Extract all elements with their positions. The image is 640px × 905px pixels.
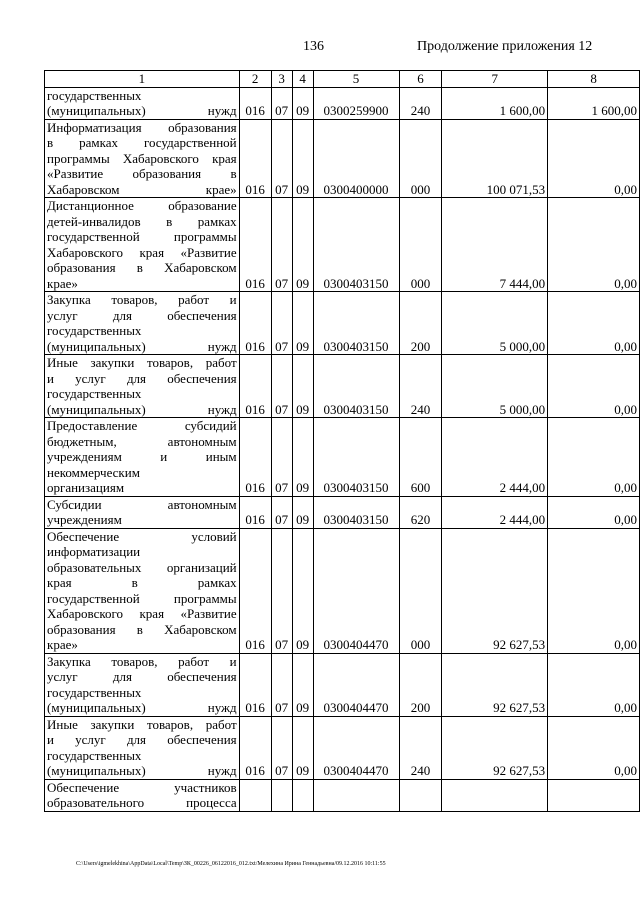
expense-type-cell: 000 (399, 119, 442, 198)
amount-cell: 5 000,00 (442, 355, 548, 418)
item-name-cell (45, 496, 240, 528)
item-name-cell (45, 716, 240, 779)
item-name-line: и услуг для обеспечения (47, 732, 237, 747)
amount-cell (548, 779, 640, 811)
table-row (45, 355, 640, 418)
target-article-cell (313, 779, 399, 811)
column-header: 3 (271, 71, 292, 88)
item-name-cell (45, 292, 240, 355)
item-name-line: (муниципальных) нужд (47, 401, 237, 417)
table-row (45, 496, 640, 528)
table-row (45, 87, 640, 119)
item-name-line: Закупка товаров, работ и (47, 292, 237, 307)
table-row (45, 418, 640, 497)
amount-cell: 0,00 (548, 355, 640, 418)
target-article-cell: 0300403150 (313, 496, 399, 528)
item-name-line: (муниципальных) нужд (47, 700, 237, 715)
target-article-cell: 0300404470 (313, 653, 399, 716)
item-name-line: Информатизация образования (47, 119, 237, 135)
item-name-line: крае» (47, 275, 78, 291)
item-name-line: Субсидии автономным (47, 496, 237, 512)
amount-cell: 0,00 (548, 496, 640, 528)
table-row (45, 716, 640, 779)
subsection-code-cell: 09 (292, 528, 313, 653)
column-header: 8 (548, 71, 640, 88)
table-row (45, 119, 640, 198)
item-name-cell (45, 528, 240, 653)
subsection-code-cell: 09 (292, 292, 313, 355)
item-name-line: (муниципальных) нужд (47, 763, 237, 778)
item-name-line: программы Хабаровского края (47, 150, 237, 166)
item-name-line: Хабаровском крае» (47, 181, 237, 197)
section-code-cell: 07 (271, 355, 292, 418)
expense-type-cell: 200 (399, 292, 442, 355)
subsection-code-cell: 09 (292, 87, 313, 119)
amount-cell: 1 600,00 (548, 87, 640, 119)
amount-cell: 2 444,00 (442, 418, 548, 497)
expense-type-cell: 240 (399, 716, 442, 779)
item-name-line: образовательных организаций (47, 559, 237, 575)
item-name-line: услуг для обеспечения (47, 669, 237, 684)
gr-code-cell: 016 (239, 119, 271, 198)
column-header: 4 (292, 71, 313, 88)
gr-code-cell: 016 (239, 198, 271, 292)
subsection-code-cell (292, 779, 313, 811)
amount-cell: 100 071,53 (442, 119, 548, 198)
expense-type-cell: 000 (399, 198, 442, 292)
subsection-code-cell: 09 (292, 653, 313, 716)
item-name-line: в рамках государственной (47, 135, 237, 150)
amount-cell: 0,00 (548, 528, 640, 653)
item-name-line: края в рамках (47, 575, 237, 590)
gr-code-cell (239, 779, 271, 811)
item-name-line: Иные закупки товаров, работ (47, 716, 237, 732)
item-name-line: (муниципальных) нужд (47, 338, 237, 354)
table-row (45, 528, 640, 653)
subsection-code-cell: 09 (292, 716, 313, 779)
amount-cell: 92 627,53 (442, 528, 548, 653)
target-article-cell: 0300400000 (313, 119, 399, 198)
item-name-line: Предоставление субсидий (47, 418, 237, 433)
item-name-line: государственной программы (47, 590, 237, 606)
expense-type-cell: 600 (399, 418, 442, 497)
expense-type-cell: 240 (399, 355, 442, 418)
item-name-line: Обеспечение условий (47, 528, 237, 544)
item-name-line: образовательного процесса (47, 795, 237, 810)
amount-cell: 7 444,00 (442, 198, 548, 292)
gr-code-cell: 016 (239, 496, 271, 528)
item-name-line: Дистанционное образование (47, 198, 237, 213)
expense-type-cell: 200 (399, 653, 442, 716)
subsection-code-cell: 09 (292, 198, 313, 292)
item-name-line: (муниципальных) нужд (47, 103, 237, 118)
item-name-line: государственных (47, 323, 142, 338)
amount-cell: 92 627,53 (442, 653, 548, 716)
item-name-line: образования в Хабаровском (47, 260, 237, 275)
item-name-cell (45, 198, 240, 292)
expense-type-cell: 240 (399, 87, 442, 119)
item-name-cell (45, 119, 240, 198)
item-name-line: государственной программы (47, 229, 237, 244)
item-name-line: государственных (47, 747, 142, 763)
item-name-line: бюджетным, автономным (47, 433, 237, 449)
gr-code-cell: 016 (239, 355, 271, 418)
footer-file-path: C:\Users\igmelekhina\AppData\Local\Temp\ЗК_00226_06122016_012.txt/Мелехина Ирина Геннадьевна/09.12.2016 10:11:55 (76, 861, 386, 867)
item-name-line: Обеспечение участников (47, 779, 237, 795)
item-name-line: детей-инвалидов в рамках (47, 213, 237, 229)
amount-cell: 0,00 (548, 198, 640, 292)
item-name-cell (45, 87, 240, 119)
item-name-line: государственных (47, 87, 142, 103)
gr-code-cell: 016 (239, 653, 271, 716)
table-row (45, 653, 640, 716)
subsection-code-cell: 09 (292, 496, 313, 528)
amount-cell: 0,00 (548, 716, 640, 779)
section-code-cell (271, 779, 292, 811)
column-header: 5 (313, 71, 399, 88)
item-name-line: и услуг для обеспечения (47, 370, 237, 386)
section-code-cell: 07 (271, 119, 292, 198)
section-code-cell: 07 (271, 496, 292, 528)
target-article-cell: 0300403150 (313, 418, 399, 497)
table-row (45, 779, 640, 811)
gr-code-cell: 016 (239, 528, 271, 653)
appendix-continuation-label: Продолжение приложения 12 (417, 39, 593, 54)
item-name-cell (45, 653, 240, 716)
subsection-code-cell: 09 (292, 355, 313, 418)
amount-cell: 2 444,00 (442, 496, 548, 528)
amount-cell: 1 600,00 (442, 87, 548, 119)
item-name-line: учреждениям и иным (47, 449, 237, 464)
item-name-line: информатизации (47, 544, 141, 559)
item-name-line: Закупка товаров, работ и (47, 653, 237, 669)
target-article-cell: 0300259900 (313, 87, 399, 119)
item-name-line: организациям (47, 480, 125, 495)
target-article-cell: 0300403150 (313, 292, 399, 355)
budget-table (44, 70, 640, 812)
amount-cell: 0,00 (548, 418, 640, 497)
item-name-cell (45, 355, 240, 418)
section-code-cell: 07 (271, 198, 292, 292)
item-name-cell (45, 418, 240, 497)
section-code-cell: 07 (271, 87, 292, 119)
item-name-line: Хабаровского края «Развитие (47, 606, 237, 621)
item-name-line: Хабаровского края «Развитие (47, 244, 237, 260)
gr-code-cell: 016 (239, 292, 271, 355)
column-header: 2 (239, 71, 271, 88)
column-header: 6 (399, 71, 442, 88)
table-header-row (45, 71, 640, 88)
gr-code-cell: 016 (239, 418, 271, 497)
section-code-cell: 07 (271, 528, 292, 653)
target-article-cell: 0300403150 (313, 198, 399, 292)
item-name-line: крае» (47, 637, 78, 652)
subsection-code-cell: 09 (292, 119, 313, 198)
section-code-cell: 07 (271, 418, 292, 497)
item-name-cell (45, 779, 240, 811)
expense-type-cell (399, 779, 442, 811)
item-name-line: государственных (47, 684, 142, 700)
amount-cell: 0,00 (548, 119, 640, 198)
item-name-line: некоммерческим (47, 464, 140, 480)
expense-type-cell: 620 (399, 496, 442, 528)
column-header: 1 (45, 71, 240, 88)
amount-cell: 0,00 (548, 653, 640, 716)
item-name-line: образования в Хабаровском (47, 621, 237, 637)
amount-cell: 5 000,00 (442, 292, 548, 355)
target-article-cell: 0300403150 (313, 355, 399, 418)
table-row (45, 292, 640, 355)
section-code-cell: 07 (271, 292, 292, 355)
target-article-cell: 0300404470 (313, 528, 399, 653)
table-row (45, 198, 640, 292)
gr-code-cell: 016 (239, 716, 271, 779)
target-article-cell: 0300404470 (313, 716, 399, 779)
item-name-line: Иные закупки товаров, работ (47, 355, 237, 370)
subsection-code-cell: 09 (292, 418, 313, 497)
item-name-line: услуг для обеспечения (47, 307, 237, 323)
section-code-cell: 07 (271, 716, 292, 779)
column-header: 7 (442, 71, 548, 88)
item-name-line: «Развитие образования в (47, 166, 237, 181)
gr-code-cell: 016 (239, 87, 271, 119)
item-name-line: учреждениям (47, 512, 122, 527)
page-number: 136 (303, 39, 324, 54)
amount-cell: 92 627,53 (442, 716, 548, 779)
section-code-cell: 07 (271, 653, 292, 716)
expense-type-cell: 000 (399, 528, 442, 653)
item-name-line: государственных (47, 386, 142, 401)
amount-cell: 0,00 (548, 292, 640, 355)
amount-cell (442, 779, 548, 811)
